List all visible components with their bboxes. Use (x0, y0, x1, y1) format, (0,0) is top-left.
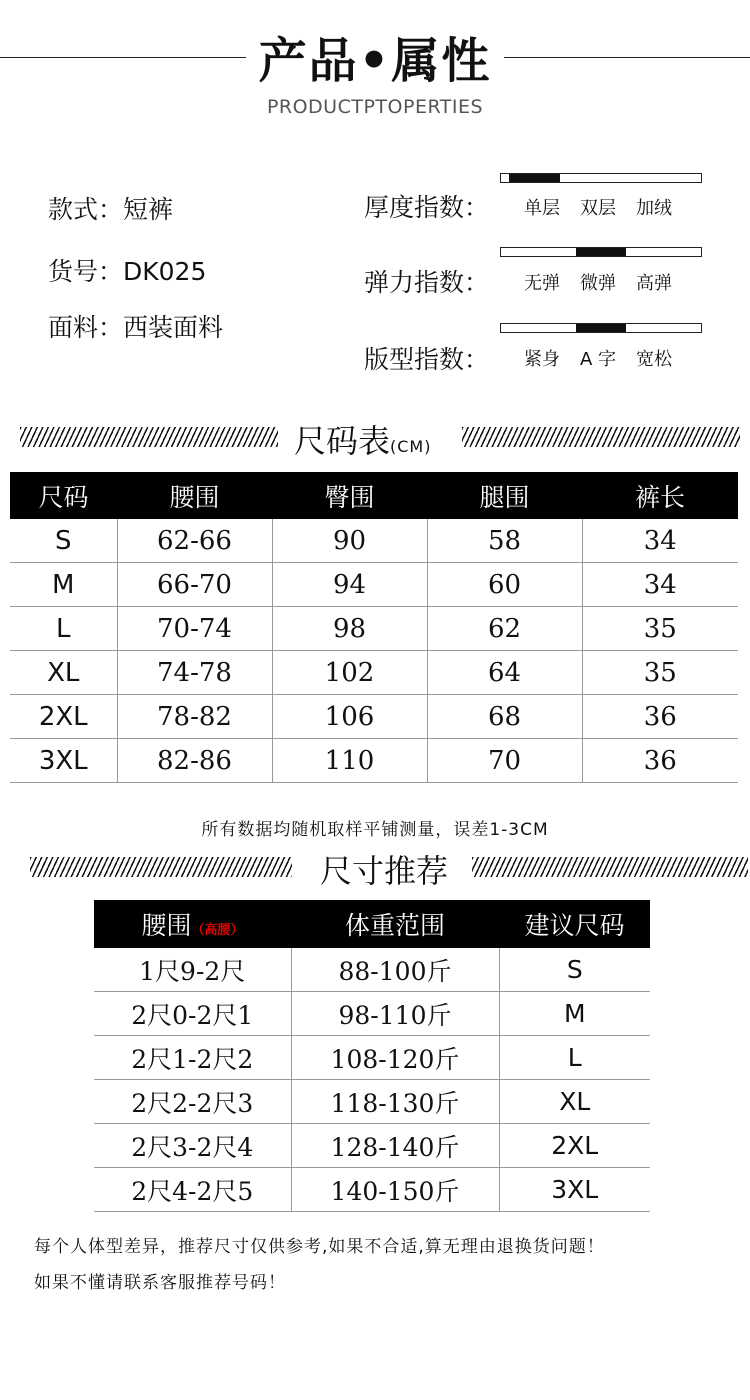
decor-hatch-right (462, 427, 740, 447)
recommend-table (94, 900, 650, 1212)
cell-hip: 106 (272, 695, 427, 739)
header-thigh: 腿围 (427, 472, 582, 519)
header-hip: 臀围 (272, 472, 427, 519)
cell-hip: 110 (272, 739, 427, 783)
index-bar (500, 173, 702, 183)
table-row (94, 948, 650, 992)
table-header-row (94, 900, 650, 948)
header-weight: 体重范围 (291, 900, 499, 948)
cell-length: 36 (582, 695, 738, 739)
index-option: A 字 (580, 349, 617, 370)
cell-thigh: 64 (427, 651, 582, 695)
cell-waist: 82-86 (117, 739, 272, 783)
table-row (10, 563, 738, 607)
cell-length: 34 (582, 563, 738, 607)
cell-waist: 62-66 (117, 519, 272, 563)
high-waist-note: （高腰） (191, 923, 244, 938)
cell-weight: 108-120斤 (291, 1036, 499, 1080)
table-row (94, 1036, 650, 1080)
index-option: 紧身 (524, 349, 560, 370)
cell-weight: 98-110斤 (291, 992, 499, 1036)
index-option: 无弹 (524, 273, 560, 294)
cell-waist: 70-74 (117, 607, 272, 651)
cell-thigh: 58 (427, 519, 582, 563)
footer-contact: 如果不懂请联系客服推荐号码！ (34, 1273, 286, 1293)
cell-size: M (499, 992, 650, 1036)
index-option: 加绒 (636, 198, 672, 219)
attr-fabric: 面料：西装面料 (48, 313, 224, 342)
cell-waist: 1尺9-2尺 (94, 948, 291, 992)
cell-weight: 140-150斤 (291, 1168, 499, 1212)
size-chart-unit: (CM) (390, 437, 432, 456)
cell-hip: 98 (272, 607, 427, 651)
cell-size: 2XL (10, 695, 117, 739)
cell-length: 34 (582, 519, 738, 563)
attr-style: 款式：短裤 (48, 195, 174, 224)
index-options (524, 194, 704, 220)
index-bar (500, 247, 702, 257)
cell-hip: 102 (272, 651, 427, 695)
cell-waist: 78-82 (117, 695, 272, 739)
cell-size: L (10, 607, 117, 651)
table-row (10, 695, 738, 739)
cell-size: M (10, 563, 117, 607)
size-chart-title (294, 416, 431, 462)
index-bar-fill (576, 248, 627, 256)
cell-length: 35 (582, 651, 738, 695)
cell-waist: 2尺3-2尺4 (94, 1124, 291, 1168)
cell-waist: 66-70 (117, 563, 272, 607)
index-options (524, 345, 704, 371)
table-row (10, 651, 738, 695)
page-subtitle: PRODUCTPTOPERTIES (266, 96, 484, 118)
cell-weight: 88-100斤 (291, 948, 499, 992)
table-row (10, 607, 738, 651)
cell-size: 2XL (499, 1124, 650, 1168)
cell-weight: 118-130斤 (291, 1080, 499, 1124)
cell-waist: 2尺4-2尺5 (94, 1168, 291, 1212)
index-options (524, 269, 704, 295)
attr-item-no: 货号：DK025 (48, 257, 207, 286)
size-chart-title-text: 尺码表 (294, 422, 391, 460)
index-label: 版型指数： (364, 345, 490, 374)
decor-hatch-left (20, 427, 278, 447)
cell-length: 35 (582, 607, 738, 651)
measurement-note: 所有数据均随机取样平铺测量，误差1-3CM (201, 820, 549, 840)
size-chart-table (10, 472, 738, 783)
footer-disclaimer: 每个人体型差异，推荐尺寸仅供参考,如果不合适,算无理由退换货问题！ (34, 1237, 605, 1257)
cell-waist: 74-78 (117, 651, 272, 695)
decor-hatch-left (30, 857, 292, 877)
index-option: 单层 (524, 198, 560, 219)
cell-size: XL (10, 651, 117, 695)
cell-waist: 2尺1-2尺2 (94, 1036, 291, 1080)
decor-hatch-right (472, 857, 748, 877)
cell-size: S (10, 519, 117, 563)
table-row (94, 992, 650, 1036)
cell-thigh: 70 (427, 739, 582, 783)
cell-thigh: 62 (427, 607, 582, 651)
cell-thigh: 68 (427, 695, 582, 739)
index-label: 弹力指数： (364, 268, 490, 297)
cell-hip: 90 (272, 519, 427, 563)
index-bar (500, 323, 702, 333)
cell-waist: 2尺2-2尺3 (94, 1080, 291, 1124)
header-waist (94, 900, 291, 948)
header-waist-label: 腰围 (141, 911, 192, 940)
index-option: 宽松 (636, 349, 672, 370)
table-row (94, 1168, 650, 1212)
cell-size: S (499, 948, 650, 992)
cell-hip: 94 (272, 563, 427, 607)
header-suggested-size: 建议尺码 (499, 900, 650, 948)
cell-waist: 2尺0-2尺1 (94, 992, 291, 1036)
cell-weight: 128-140斤 (291, 1124, 499, 1168)
table-row (10, 739, 738, 783)
recommend-title: 尺寸推荐 (320, 852, 449, 890)
cell-length: 36 (582, 739, 738, 783)
table-row (94, 1124, 650, 1168)
cell-size: 3XL (499, 1168, 650, 1212)
cell-thigh: 60 (427, 563, 582, 607)
header-length: 裤长 (582, 472, 738, 519)
cell-size: XL (499, 1080, 650, 1124)
index-option: 高弹 (636, 273, 672, 294)
index-option: 微弹 (580, 273, 616, 294)
table-row (94, 1080, 650, 1124)
index-bar-fill (509, 174, 560, 182)
header-size: 尺码 (10, 472, 117, 519)
cell-size: 3XL (10, 739, 117, 783)
table-row (10, 519, 738, 563)
table-header-row (10, 472, 738, 519)
index-option: 双层 (580, 198, 616, 219)
index-label: 厚度指数： (364, 193, 490, 222)
index-bar-fill (576, 324, 627, 332)
page-title: 产品•属性 (258, 33, 492, 89)
cell-size: L (499, 1036, 650, 1080)
header-waist: 腰围 (117, 472, 272, 519)
